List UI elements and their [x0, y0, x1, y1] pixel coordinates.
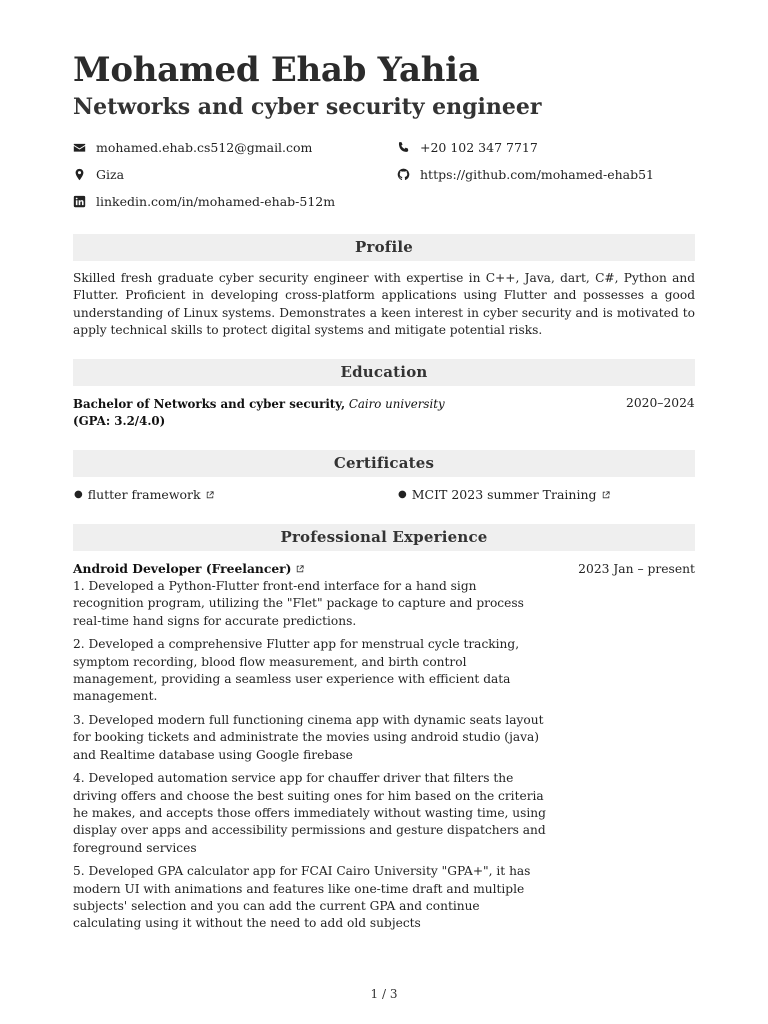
certificate-label: flutter framework [87, 487, 201, 502]
list-item: 2. Developed a comprehensive Flutter app for menstrual cycle tracking, symptom recording, blood flow measurement, and birth control management, providing a seamless user experience with efficient data management. [73, 637, 520, 704]
contact-email[interactable] [73, 140, 312, 155]
location-text: Giza [96, 167, 125, 182]
contact-github[interactable] [397, 167, 654, 182]
phone-icon [397, 141, 410, 154]
list-item: 3. Developed modern full functioning cinema app with dynamic seats layout for booking tickets and administrate the movies using android studio (java) and Realtime database using Google firebase [73, 713, 544, 762]
list-item: 1. Developed a Python-Flutter front-end interface for a hand sign recognition program, utilizing the "Flet" package to capture and process real-time hand signs for accurate predictions. [73, 579, 524, 628]
education-school: Cairo university [348, 397, 445, 411]
github-icon [397, 168, 410, 181]
job-description-list [73, 578, 551, 939]
education-entry [73, 396, 493, 430]
map-pin-icon [73, 168, 86, 181]
certificate-item[interactable] [398, 487, 610, 502]
contact-location [73, 167, 124, 182]
list-item: 4. Developed automation service app for chauffer driver that filters the driving offers and choose the best suiting ones for him based on the criteria he makes, and accepts those offers immediately without wasting time, using display over apps and accessibility permissions and gesture dispatchers and foreground services [73, 771, 546, 855]
github-text: https://github.com/mohamed-ehab51 [420, 167, 655, 182]
external-link-icon [206, 491, 214, 499]
linkedin-icon [73, 195, 86, 208]
phone-text: +20 102 347 7717 [420, 140, 538, 155]
job-title: Android Developer (Freelancer) [73, 561, 292, 576]
profile-summary: Skilled fresh graduate cyber security engineer with expertise in C++, Java, dart, C#, Python and Flutter. Proficient in developing cross-platform applications using Flutter and possesses a good understanding of Linux systems. Demonstrates a keen interest in cyber security and is motivated to apply technical skills to protect digital systems and mitigate potential risks. [73, 271, 695, 337]
section-heading-profile: Profile [73, 234, 695, 261]
page-number: 1 / 3 [370, 987, 398, 1001]
certificate-item[interactable] [74, 487, 214, 502]
education-dates: 2020–2024 [626, 396, 695, 410]
resume-name: Mohamed Ehab Yahia [73, 50, 480, 90]
certificate-label: MCIT 2023 summer Training [411, 487, 597, 502]
contact-phone[interactable] [397, 140, 538, 155]
email-text: mohamed.ehab.cs512@gmail.com [96, 140, 313, 155]
section-heading-certificates: Certificates [73, 450, 695, 477]
external-link-icon [602, 491, 610, 499]
linkedin-text: linkedin.com/in/mohamed-ehab-512m [96, 194, 336, 209]
external-link-icon [296, 565, 304, 573]
section-heading-education: Education [73, 359, 695, 386]
list-item: 5. Developed GPA calculator app for FCAI Cairo University "GPA+", it has modern UI with animations and features like one-time draft and multiple subjects' selection and you can add the current GPA and continue calculating using it without the need to add old subjects [73, 864, 531, 931]
bullet-icon: ● [74, 489, 83, 500]
job-dates: 2023 Jan – present [578, 562, 695, 576]
contact-linkedin[interactable] [73, 194, 335, 209]
education-degree: Bachelor of Networks and cyber security, [73, 397, 346, 411]
bullet-icon: ● [398, 489, 407, 500]
job-title-link[interactable] [73, 561, 304, 576]
resume-headline: Networks and cyber security engineer [73, 94, 542, 120]
section-heading-experience: Professional Experience [73, 524, 695, 551]
envelope-icon [73, 141, 86, 154]
education-gpa: (GPA: 3.2/4.0) [73, 414, 166, 428]
